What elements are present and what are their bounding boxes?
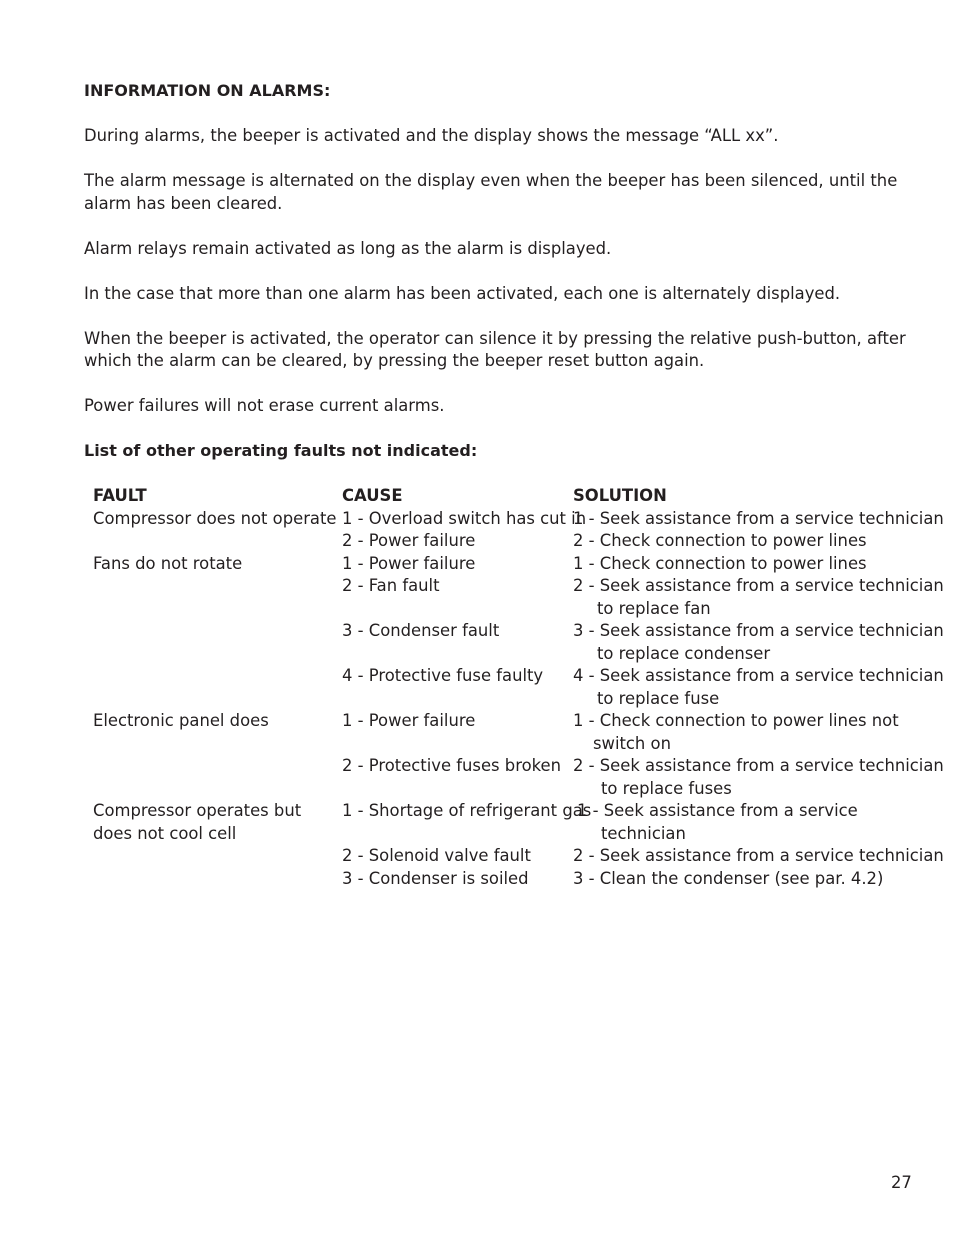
table-row <box>93 643 934 666</box>
table-row <box>93 665 944 688</box>
table-row <box>93 778 934 801</box>
solution-cell: to replace fan <box>597 598 711 618</box>
table-row <box>93 755 944 778</box>
cause-cell <box>342 823 573 846</box>
solution-cell: switch on <box>593 733 671 753</box>
cause-cell: 1 - Shortage of refrigerant gas <box>342 801 592 820</box>
cause-cell <box>342 688 573 711</box>
solution-cell: 1 - Seek assistance from a service <box>577 801 858 820</box>
solution-cell: to replace fuse <box>597 688 720 708</box>
fault-cell: Compressor does not operate <box>93 508 337 528</box>
cause-cell: 2 - Power failure <box>342 531 476 550</box>
document-body <box>84 80 944 890</box>
solution-cell: 2 - Seek assistance from a service technician <box>573 846 944 865</box>
solution-cell: 2 - Seek assistance from a service technician <box>573 576 944 595</box>
paragraph-power-failures: Power failures will not erase current alarms. <box>84 396 445 415</box>
cause-cell: 4 - Protective fuse faulty <box>342 666 544 685</box>
fault-cell <box>93 665 342 688</box>
header-solution: SOLUTION <box>573 486 667 505</box>
header-fault: FAULT <box>93 486 147 505</box>
page-number: 27 <box>891 1173 912 1192</box>
cause-cell: 1 - Power failure <box>342 553 476 573</box>
table-row <box>93 868 934 891</box>
cause-cell: 3 - Condenser fault <box>342 621 500 640</box>
fault-cell <box>93 688 342 711</box>
table-row <box>93 508 944 531</box>
cause-cell: 2 - Solenoid valve fault <box>342 846 531 865</box>
solution-cell: 1 - Check connection to power lines not <box>573 711 899 730</box>
table-row <box>93 845 944 868</box>
solution-cell: 4 - Seek assistance from a service technician <box>573 666 944 685</box>
table-row <box>93 800 934 823</box>
fault-cell <box>93 733 342 756</box>
fault-cell <box>93 868 342 891</box>
table-row <box>93 733 934 756</box>
fault-cell <box>93 643 342 666</box>
solution-cell: 1 - Check connection to power lines <box>573 553 867 573</box>
fault-cell <box>93 845 342 868</box>
table-row <box>93 598 934 621</box>
solution-cell: 2 - Check connection to power lines <box>573 531 867 550</box>
fault-cell: Fans do not rotate <box>93 553 243 573</box>
fault-cell <box>93 620 342 643</box>
cause-cell: 2 - Fan fault <box>342 576 440 595</box>
fault-cell: Electronic panel does <box>93 711 269 730</box>
cause-cell <box>342 598 573 621</box>
section-heading: INFORMATION ON ALARMS: <box>84 81 331 100</box>
table-row <box>93 620 944 643</box>
cause-cell: 1 - Overload switch has cut in <box>342 508 587 528</box>
solution-cell: technician <box>601 823 686 843</box>
cause-cell: 1 - Power failure <box>342 711 476 730</box>
cause-cell <box>342 733 573 756</box>
paragraph-beeper: During alarms, the beeper is activated and the display shows the message “ALL xx”. <box>84 126 779 145</box>
fault-cell <box>93 755 342 778</box>
table-row <box>93 553 934 576</box>
fault-cell <box>93 575 342 598</box>
header-cause: CAUSE <box>342 486 403 505</box>
solution-cell: 2 - Seek assistance from a service technician <box>573 756 944 775</box>
fault-table <box>93 485 944 890</box>
paragraph-relays: Alarm relays remain activated as long as the alarm is displayed. <box>84 238 612 258</box>
fault-cell: does not cool cell <box>93 823 237 843</box>
table-row <box>93 710 934 733</box>
solution-cell: to replace condenser <box>597 643 771 663</box>
table-row <box>93 823 934 846</box>
list-heading: List of other operating faults not indicated: <box>84 441 478 460</box>
cause-cell: 2 - Protective fuses broken <box>342 756 561 775</box>
table-row <box>93 530 934 553</box>
cause-cell <box>342 778 573 801</box>
paragraph-silence: When the beeper is activated, the operator can silence it by pressing the relative push-button, after which the alarm can be cleared, by pressing the beeper reset button again. <box>84 328 906 370</box>
table-row <box>93 688 934 711</box>
paragraph-alternation: The alarm message is alternated on the display even when the beeper has been silenced, until the alarm has been cleared. <box>84 171 898 213</box>
paragraph-multiple-alarms: In the case that more than one alarm has been activated, each one is alternately displayed. <box>84 283 841 303</box>
solution-cell: to replace fuses <box>601 778 732 798</box>
fault-cell: Compressor operates but <box>93 801 302 820</box>
solution-cell: 1 - Seek assistance from a service technician <box>573 508 944 528</box>
solution-cell: 3 - Clean the condenser (see par. 4.2) <box>573 868 884 888</box>
solution-cell: 3 - Seek assistance from a service technician <box>573 621 944 640</box>
table-row <box>93 575 944 598</box>
cause-cell: 3 - Condenser is soiled <box>342 868 529 888</box>
table-header-row <box>93 485 934 508</box>
cause-cell <box>342 643 573 666</box>
fault-cell <box>93 530 342 553</box>
fault-cell <box>93 778 342 801</box>
fault-cell <box>93 598 342 621</box>
